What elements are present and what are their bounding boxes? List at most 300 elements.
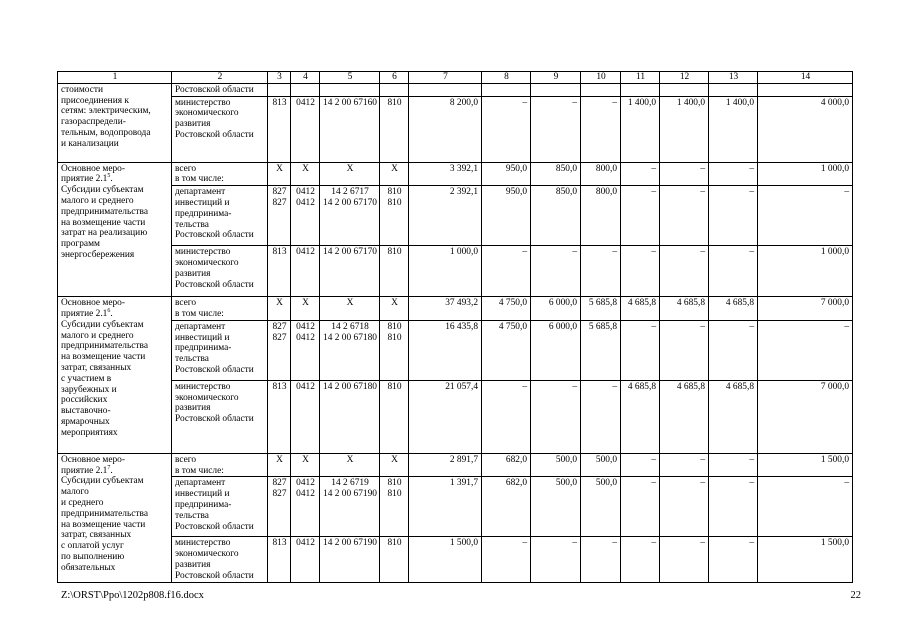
budget-code-cell	[291, 380, 320, 453]
table-row	[58, 96, 853, 162]
executor-cell	[172, 380, 268, 453]
activity-name-line: Основное меро-	[61, 163, 125, 174]
page-footer	[61, 590, 861, 604]
budget-code: 827	[272, 197, 287, 208]
budget-code-cell	[268, 537, 291, 583]
activity-name-line: предпринимательства	[61, 341, 148, 352]
amount-cell	[660, 83, 709, 96]
amount-cell: 3 392,1	[409, 162, 482, 186]
executor-line: Ростовской области	[175, 570, 254, 581]
activity-name-line: с участием в	[61, 373, 112, 384]
amount-cell: –	[531, 537, 581, 583]
activity-name-line: Основное меро-	[61, 454, 125, 465]
executor-line: предпринима-	[175, 343, 232, 354]
executor-line: предпринима-	[175, 499, 232, 510]
budget-code: Х	[302, 454, 309, 465]
budget-code: 810	[387, 187, 402, 198]
activity-name-line: ярмарочных	[61, 416, 110, 427]
executor-line: всего	[175, 298, 197, 309]
activity-name-line: с оплатой услуг	[61, 541, 124, 552]
amount-cell: –	[581, 96, 621, 162]
amount-cell: –	[758, 320, 853, 380]
activity-name-line: затрат, связанных	[61, 530, 132, 541]
amount-cell: –	[482, 380, 531, 453]
executor-line: развития	[175, 119, 211, 130]
budget-code: 14 2 6717	[331, 187, 369, 198]
amount-cell: –	[709, 477, 758, 537]
executor-line: в том числе:	[175, 174, 224, 185]
budget-table	[57, 71, 853, 583]
amount-cell: 21 057,4	[409, 380, 482, 453]
amount-cell: –	[660, 453, 709, 477]
column-number: 14	[758, 72, 853, 84]
budget-code-cell	[380, 320, 409, 380]
budget-code: 14 2 6719	[331, 478, 369, 489]
amount-cell: –	[709, 162, 758, 186]
activity-name-line: малого и среднего	[61, 330, 134, 341]
activity-name-line: российских	[61, 395, 108, 406]
amount-cell: –	[581, 380, 621, 453]
activity-name-cell	[58, 162, 172, 297]
executor-cell	[172, 162, 268, 186]
budget-code: Х	[391, 454, 398, 465]
activity-name-line: приятие $2.1^6$.	[61, 307, 113, 319]
budget-code: 810	[387, 332, 402, 343]
budget-code-cell	[291, 320, 320, 380]
executor-cell	[172, 83, 268, 96]
budget-code-cell	[291, 537, 320, 583]
executor-line: Ростовской области	[175, 84, 254, 95]
amount-cell: –	[709, 320, 758, 380]
budget-code: 810	[387, 381, 402, 392]
budget-code: 14 2 00 67190	[323, 489, 377, 500]
executor-line: инвестиций и	[175, 197, 230, 208]
column-number: 11	[621, 72, 660, 84]
footnote-marker: 7	[107, 464, 111, 471]
table-row	[58, 246, 853, 297]
executor-line: министерство	[175, 247, 231, 258]
table-row	[58, 320, 853, 380]
amount-cell: 950,0	[482, 186, 531, 246]
table-row	[58, 477, 853, 537]
amount-cell: 1 400,0	[621, 96, 660, 162]
budget-code-cell	[380, 83, 409, 96]
column-number: 6	[380, 72, 409, 84]
column-number: 13	[709, 72, 758, 84]
budget-code-cell	[320, 380, 380, 453]
budget-code: 0412	[296, 332, 315, 343]
amount-cell: 6 000,0	[531, 297, 581, 321]
amount-cell: 5 685,8	[581, 297, 621, 321]
activity-name-line: и среднего	[61, 497, 104, 508]
executor-line: экономического	[175, 108, 239, 119]
budget-code: 810	[387, 538, 402, 549]
amount-cell: 16 435,8	[409, 320, 482, 380]
executor-cell	[172, 96, 268, 162]
column-number: 7	[409, 72, 482, 84]
budget-code-cell	[268, 246, 291, 297]
amount-cell: –	[758, 186, 853, 246]
executor-cell	[172, 537, 268, 583]
amount-cell: 500,0	[581, 477, 621, 537]
amount-cell: –	[709, 246, 758, 297]
activity-name-line: Основное меро-	[61, 298, 125, 309]
budget-code-cell	[268, 320, 291, 380]
activity-name-line: приятие $2.1^7$.	[61, 464, 113, 476]
budget-code: 813	[272, 97, 287, 108]
budget-code-cell	[320, 246, 380, 297]
budget-code: Х	[276, 298, 283, 309]
budget-code-cell	[320, 96, 380, 162]
budget-code-cell	[320, 297, 380, 321]
page-number: 22	[850, 590, 861, 601]
budget-code: 810	[387, 489, 402, 500]
budget-code-cell	[291, 246, 320, 297]
column-number: 8	[482, 72, 531, 84]
column-number-row	[58, 72, 853, 84]
table-row	[58, 186, 853, 246]
executor-line: всего	[175, 163, 197, 174]
budget-code-cell	[380, 186, 409, 246]
amount-cell: –	[581, 246, 621, 297]
budget-code: 810	[387, 321, 402, 332]
executor-line: департамент	[175, 321, 226, 332]
amount-cell: 4 685,8	[660, 380, 709, 453]
budget-code-cell	[291, 477, 320, 537]
executor-line: министерство	[175, 538, 231, 549]
amount-cell: 850,0	[531, 162, 581, 186]
activity-name-line: приятие $2.1^5$.	[61, 173, 113, 185]
executor-line: тельства	[175, 219, 209, 230]
amount-cell: –	[709, 537, 758, 583]
amount-cell: –	[758, 477, 853, 537]
budget-code-cell	[268, 380, 291, 453]
executor-line: предпринима-	[175, 208, 232, 219]
budget-code: 14 2 6718	[331, 321, 369, 332]
budget-code-cell	[268, 83, 291, 96]
budget-code-cell	[291, 96, 320, 162]
budget-code: Х	[302, 298, 309, 309]
activity-name-line: по выполнению	[61, 551, 125, 562]
activity-name-line: малого и среднего	[61, 195, 134, 206]
amount-cell: 500,0	[581, 453, 621, 477]
activity-name-line: сетям: электрическим,	[61, 106, 151, 117]
activity-name-line: малого	[61, 487, 89, 498]
amount-cell: 682,0	[482, 453, 531, 477]
budget-code: 827	[272, 321, 287, 332]
activity-name-line: затрат на реализацию	[61, 228, 148, 239]
budget-code: 810	[387, 97, 402, 108]
activity-name-cell	[58, 297, 172, 454]
amount-cell: 1 000,0	[409, 246, 482, 297]
amount-cell: 4 750,0	[482, 320, 531, 380]
amount-cell: 4 685,8	[709, 297, 758, 321]
budget-code-cell	[268, 297, 291, 321]
amount-cell: –	[660, 246, 709, 297]
amount-cell: 850,0	[531, 186, 581, 246]
executor-line: Ростовской области	[175, 521, 254, 532]
budget-code: 827	[272, 187, 287, 198]
amount-cell: 1 000,0	[758, 162, 853, 186]
amount-cell: 800,0	[581, 162, 621, 186]
budget-code-cell	[291, 453, 320, 477]
amount-cell: –	[482, 246, 531, 297]
budget-code-cell	[320, 162, 380, 186]
amount-cell: 682,0	[482, 477, 531, 537]
budget-code-cell	[291, 162, 320, 186]
budget-code-cell	[380, 297, 409, 321]
activity-name-line: на возмещение части	[61, 217, 146, 228]
amount-cell: 500,0	[531, 453, 581, 477]
budget-code: 14 2 00 67160	[323, 97, 377, 108]
budget-code: 14 2 00 67170	[323, 247, 377, 258]
executor-line: Ростовской области	[175, 364, 254, 375]
amount-cell: –	[531, 246, 581, 297]
amount-cell: 4 685,8	[621, 380, 660, 453]
budget-code-cell	[291, 83, 320, 96]
executor-cell	[172, 297, 268, 321]
budget-code: Х	[302, 163, 309, 174]
executor-line: развития	[175, 403, 211, 414]
budget-code: 810	[387, 247, 402, 258]
budget-code-cell	[291, 186, 320, 246]
amount-cell: –	[621, 453, 660, 477]
document-page	[57, 71, 852, 583]
budget-code-cell	[268, 162, 291, 186]
activity-name-line: обязательных	[61, 562, 116, 573]
budget-code: 14 2 00 67190	[323, 538, 377, 549]
executor-line: в том числе:	[175, 308, 224, 319]
budget-code-cell	[380, 380, 409, 453]
column-number: 3	[268, 72, 291, 84]
budget-code: 14 2 00 67180	[323, 332, 377, 343]
executor-cell	[172, 477, 268, 537]
amount-cell: 1 400,0	[709, 96, 758, 162]
amount-cell	[621, 83, 660, 96]
budget-code: 827	[272, 478, 287, 489]
budget-code: 0412	[296, 489, 315, 500]
amount-cell: 4 685,8	[621, 297, 660, 321]
amount-cell: 800,0	[581, 186, 621, 246]
amount-cell	[581, 83, 621, 96]
activity-name-line: Субсидии субъектам	[61, 185, 144, 196]
budget-code: 0412	[296, 197, 315, 208]
budget-code: 0412	[296, 187, 315, 198]
activity-name-line: предпринимательства	[61, 206, 148, 217]
budget-code: Х	[346, 454, 354, 465]
executor-line: развития	[175, 268, 211, 279]
amount-cell: 37 493,2	[409, 297, 482, 321]
executor-line: инвестиций и	[175, 332, 230, 343]
column-number: 12	[660, 72, 709, 84]
budget-code-cell	[268, 186, 291, 246]
amount-cell: 1 391,7	[409, 477, 482, 537]
footnote-marker: 6	[107, 307, 111, 314]
executor-line: в том числе:	[175, 465, 224, 476]
executor-line: департамент	[175, 187, 226, 198]
activity-name-cell	[58, 83, 172, 162]
amount-cell: –	[660, 186, 709, 246]
budget-code-cell	[320, 537, 380, 583]
budget-code: Х	[276, 163, 283, 174]
budget-code: 0412	[296, 97, 315, 108]
table-row	[58, 162, 853, 186]
activity-name-line: программ	[61, 239, 100, 250]
amount-cell: –	[621, 246, 660, 297]
budget-code: 813	[272, 381, 287, 392]
activity-name-line: стоимости	[61, 84, 103, 95]
amount-cell: –	[531, 380, 581, 453]
executor-line: министерство	[175, 381, 231, 392]
amount-cell: –	[621, 186, 660, 246]
activity-name-line: предпринимательства	[61, 508, 148, 519]
activity-name-line: затрат, связанных	[61, 362, 132, 373]
amount-cell: 500,0	[531, 477, 581, 537]
activity-name-line: присоединения к	[61, 95, 129, 106]
activity-name-line: выставочно-	[61, 406, 111, 417]
amount-cell: –	[581, 537, 621, 583]
budget-code: 0412	[296, 478, 315, 489]
amount-cell: 8 200,0	[409, 96, 482, 162]
amount-cell: –	[621, 477, 660, 537]
executor-line: тельства	[175, 354, 209, 365]
executor-line: Ростовской области	[175, 414, 254, 425]
table-row	[58, 537, 853, 583]
amount-cell: –	[660, 477, 709, 537]
amount-cell: 4 685,8	[709, 380, 758, 453]
amount-cell: –	[482, 96, 531, 162]
budget-code: 810	[387, 197, 402, 208]
executor-line: министерство	[175, 97, 231, 108]
budget-code-cell	[268, 477, 291, 537]
amount-cell: –	[709, 186, 758, 246]
file-path: Z:\ORST\Ppo\1202p808.f16.docx	[61, 590, 204, 601]
column-number: 10	[581, 72, 621, 84]
executor-line: экономического	[175, 549, 239, 560]
budget-code-cell	[320, 453, 380, 477]
activity-name-line: и канализации	[61, 138, 119, 149]
executor-cell	[172, 186, 268, 246]
budget-code: 827	[272, 332, 287, 343]
activity-name-line: Субсидии субъектам	[61, 476, 144, 487]
activity-name-line: энергосбережения	[61, 249, 135, 260]
amount-cell: –	[531, 96, 581, 162]
amount-cell: 4 750,0	[482, 297, 531, 321]
activity-name-line: зарубежных и	[61, 384, 117, 395]
executor-line: инвестиций и	[175, 489, 230, 500]
amount-cell	[531, 83, 581, 96]
amount-cell: 1 500,0	[758, 537, 853, 583]
executor-line: тельства	[175, 510, 209, 521]
activity-name-line: на возмещение части	[61, 519, 146, 530]
activity-name-cell	[58, 453, 172, 583]
amount-cell: 5 685,8	[581, 320, 621, 380]
budget-code: Х	[346, 298, 354, 309]
table-row	[58, 297, 853, 321]
budget-code: 14 2 00 67170	[323, 197, 377, 208]
budget-code: 0412	[296, 538, 315, 549]
amount-cell: –	[621, 537, 660, 583]
amount-cell: 6 000,0	[531, 320, 581, 380]
amount-cell	[409, 83, 482, 96]
budget-code: 810	[387, 478, 402, 489]
budget-code: Х	[346, 163, 354, 174]
executor-cell	[172, 246, 268, 297]
executor-cell	[172, 320, 268, 380]
amount-cell	[758, 83, 853, 96]
table-row	[58, 453, 853, 477]
budget-code: 827	[272, 489, 287, 500]
column-number: 4	[291, 72, 320, 84]
amount-cell	[709, 83, 758, 96]
executor-line: департамент	[175, 478, 226, 489]
budget-code: 14 2 00 67180	[323, 381, 377, 392]
budget-code-cell	[268, 96, 291, 162]
amount-cell: –	[660, 537, 709, 583]
column-number: 5	[320, 72, 380, 84]
amount-cell: 2 392,1	[409, 186, 482, 246]
budget-code-cell	[380, 246, 409, 297]
budget-code: 0412	[296, 321, 315, 332]
activity-name-line: Субсидии субъектам	[61, 319, 144, 330]
column-number: 1	[58, 72, 172, 84]
executor-line: Ростовской области	[175, 129, 254, 140]
budget-code-cell	[320, 186, 380, 246]
budget-code: 813	[272, 538, 287, 549]
budget-code: Х	[391, 163, 398, 174]
budget-code-cell	[380, 453, 409, 477]
footnote-marker: 5	[107, 173, 111, 180]
activity-name-line: газораспредели-	[61, 117, 126, 128]
activity-name-line: мероприятиях	[61, 427, 118, 438]
amount-cell: 7 000,0	[758, 380, 853, 453]
amount-cell: 4 000,0	[758, 96, 853, 162]
budget-code-cell	[380, 96, 409, 162]
executor-line: Ростовской области	[175, 279, 254, 290]
table-row	[58, 380, 853, 453]
budget-code: 0412	[296, 381, 315, 392]
budget-code: Х	[276, 454, 283, 465]
budget-code-cell	[380, 162, 409, 186]
table-row	[58, 83, 853, 96]
budget-code-cell	[380, 537, 409, 583]
amount-cell: 1 500,0	[409, 537, 482, 583]
amount-cell: –	[709, 453, 758, 477]
budget-code: 0412	[296, 247, 315, 258]
budget-code-cell	[320, 83, 380, 96]
amount-cell: 1 000,0	[758, 246, 853, 297]
amount-cell	[482, 83, 531, 96]
executor-cell	[172, 453, 268, 477]
amount-cell: –	[660, 320, 709, 380]
budget-code-cell	[320, 320, 380, 380]
amount-cell: 7 000,0	[758, 297, 853, 321]
column-number: 9	[531, 72, 581, 84]
amount-cell: –	[482, 537, 531, 583]
budget-code-cell	[291, 297, 320, 321]
executor-line: экономического	[175, 392, 239, 403]
budget-code: 813	[272, 247, 287, 258]
amount-cell: 1 400,0	[660, 96, 709, 162]
column-number: 2	[172, 72, 268, 84]
executor-line: всего	[175, 454, 197, 465]
budget-code-cell	[268, 453, 291, 477]
executor-line: Ростовской области	[175, 230, 254, 241]
activity-name-line: тельным, водопровода	[61, 127, 151, 138]
budget-code: Х	[391, 298, 398, 309]
amount-cell: 2 891,7	[409, 453, 482, 477]
executor-line: экономического	[175, 257, 239, 268]
